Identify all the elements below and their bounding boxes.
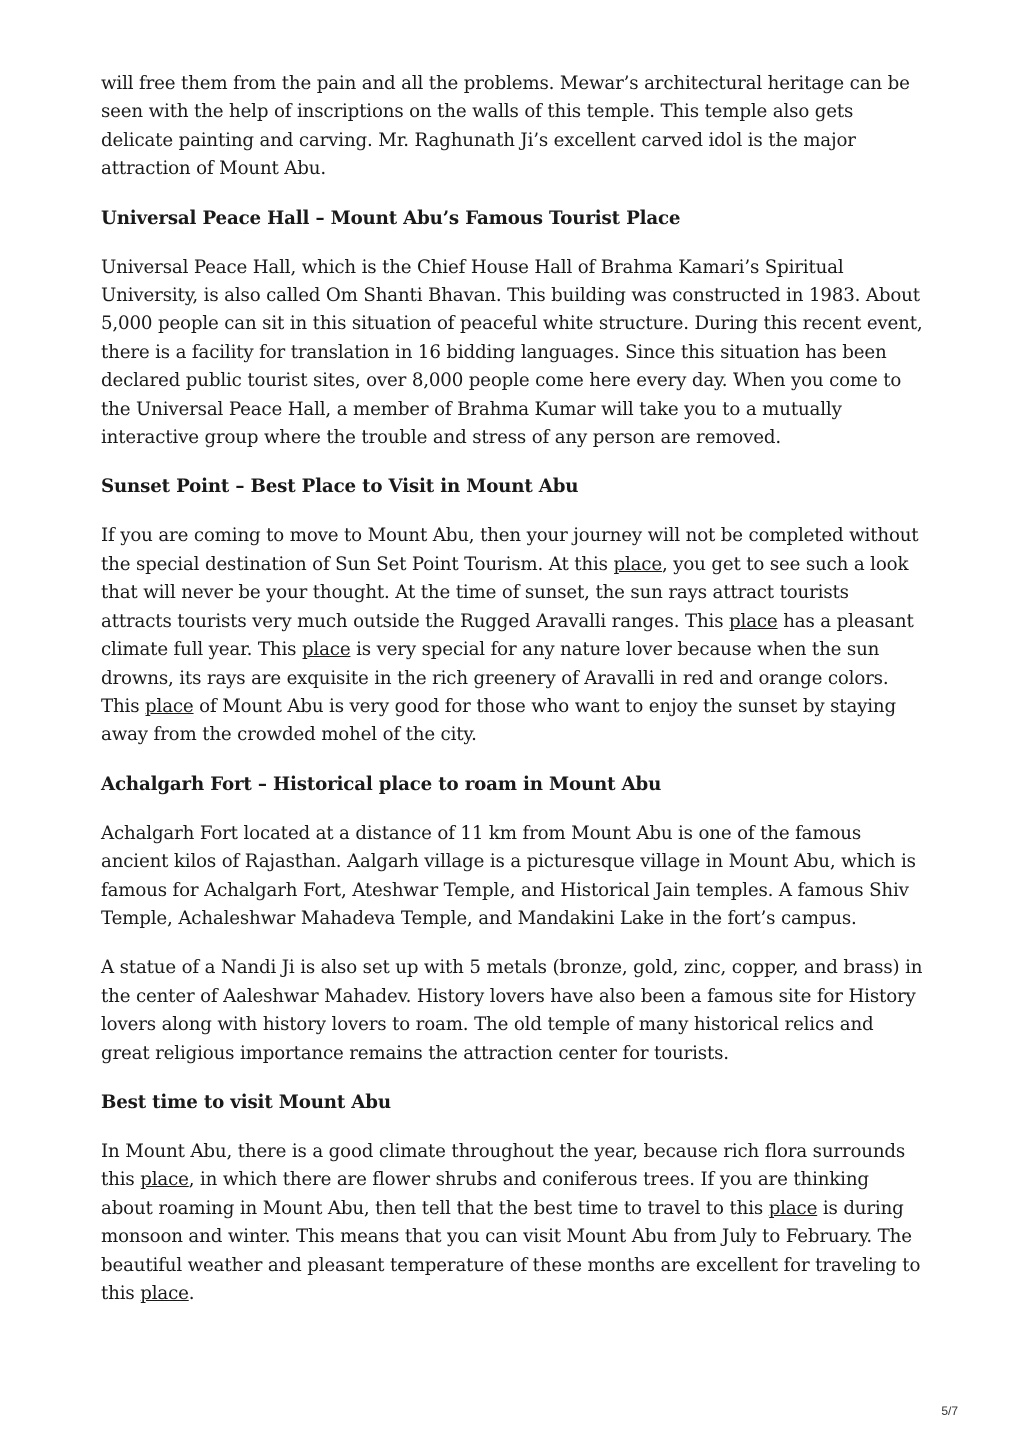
place-link[interactable]: place <box>729 610 778 632</box>
peace-hall-paragraph: Universal Peace Hall, which is the Chief House Hall of Brahma Kamari’s Spiritual University, is also called Om Shanti Bhavan. This building was constructed in 1983. About 5,000 people can sit in this situation of peaceful white structure. During this recent event, there is a facility for translation in 16 bidding languages. Since this situation has been declared public tourist sites, over 8,000 people come here every day. When you come to the Universal Peace Hall, a member of Brahma Kumar will take you to a mutually interactive group where the trouble and stress of any person are removed. <box>101 256 923 449</box>
sunset-text-1: If you are coming to move to Mount Abu, then your journey will not be completed without the special destination of Sun Set Point Tourism. At this <box>101 525 919 575</box>
best-time-text-2: , in which there are flower shrubs and coniferous trees. If you are thinking about roaming in Mount Abu, then tell that the best time to travel to this <box>101 1169 869 1219</box>
sunset-text-4: is very special for any nature lover because when the sun drowns, its rays are exquisite in the rich greenery of Aravalli in red and orange colors. This <box>101 639 889 717</box>
peace-hall-heading: Universal Peace Hall – Mount Abu’s Famous Tourist Place <box>101 207 681 229</box>
document-page <box>101 70 923 1329</box>
place-link[interactable]: place <box>145 695 194 717</box>
best-time-paragraph <box>101 1138 923 1308</box>
best-time-text-1: In Mount Abu, there is a good climate throughout the year, because rich flora surrounds this <box>101 1140 906 1191</box>
intro-paragraph: will free them from the pain and all the problems. Mewar’s architectural heritage can be seen with the help of inscriptions on the walls of this temple. This temple also gets delicate painting and carving. Mr. Raghunath Ji’s excellent carved idol is the major attraction of Mount Abu. <box>101 73 910 180</box>
sunset-text-3: has a pleasant climate full year. This <box>101 610 914 661</box>
place-link[interactable]: place <box>301 639 351 661</box>
best-time-text-4: . <box>188 1283 195 1304</box>
place-link[interactable]: place <box>140 1169 189 1191</box>
place-link[interactable]: place <box>613 553 662 575</box>
best-time-heading: Best time to visit Mount Abu <box>101 1091 391 1113</box>
place-link[interactable]: place <box>768 1197 818 1219</box>
sunset-text-5: of Mount Abu is very good for those who want to enjoy the sunset by staying away from the crowded mohel of the city. <box>101 695 896 746</box>
achalgarh-paragraph-2: A statue of a Nandi Ji is also set up with 5 metals (bronze, gold, zinc, copper, and brass) in the center of Aaleshwar Mahadev. History lovers have also been a famous site for History lovers along with history lovers to roam. The old temple of many historical relics and great religious importance remains the attraction center for tourists. <box>101 957 923 1064</box>
place-link[interactable]: place <box>140 1283 189 1304</box>
sunset-paragraph <box>101 522 923 749</box>
sunset-text-2: , you get to see such a look that will never be your thought. At the time of sunset, the sun rays attract tourists attracts tourists very much outside the Rugged Aravalli ranges. This <box>101 553 909 632</box>
page-number: 5/7 <box>941 1404 958 1418</box>
sunset-heading: Sunset Point – Best Place to Visit in Mount Abu <box>101 476 579 498</box>
achalgarh-paragraph-1: Achalgarh Fort located at a distance of 11 km from Mount Abu is one of the famous ancient kilos of Rajasthan. Aalgarh village is a picturesque village in Mount Abu, which is famous for Achalgarh Fort, Ateshwar Temple, and Historical Jain temples. A famous Shiv Temple, Achaleshwar Mahadeva Temple, and Mandakini Lake in the fort’s campus. <box>101 822 916 929</box>
best-time-text-3: is during monsoon and winter. This means that you can visit Mount Abu from July to February. The beautiful weather and pleasant temperature of these months are excellent for traveling to this <box>101 1197 921 1304</box>
achalgarh-heading: Achalgarh Fort – Historical place to roam in Mount Abu <box>101 773 662 795</box>
